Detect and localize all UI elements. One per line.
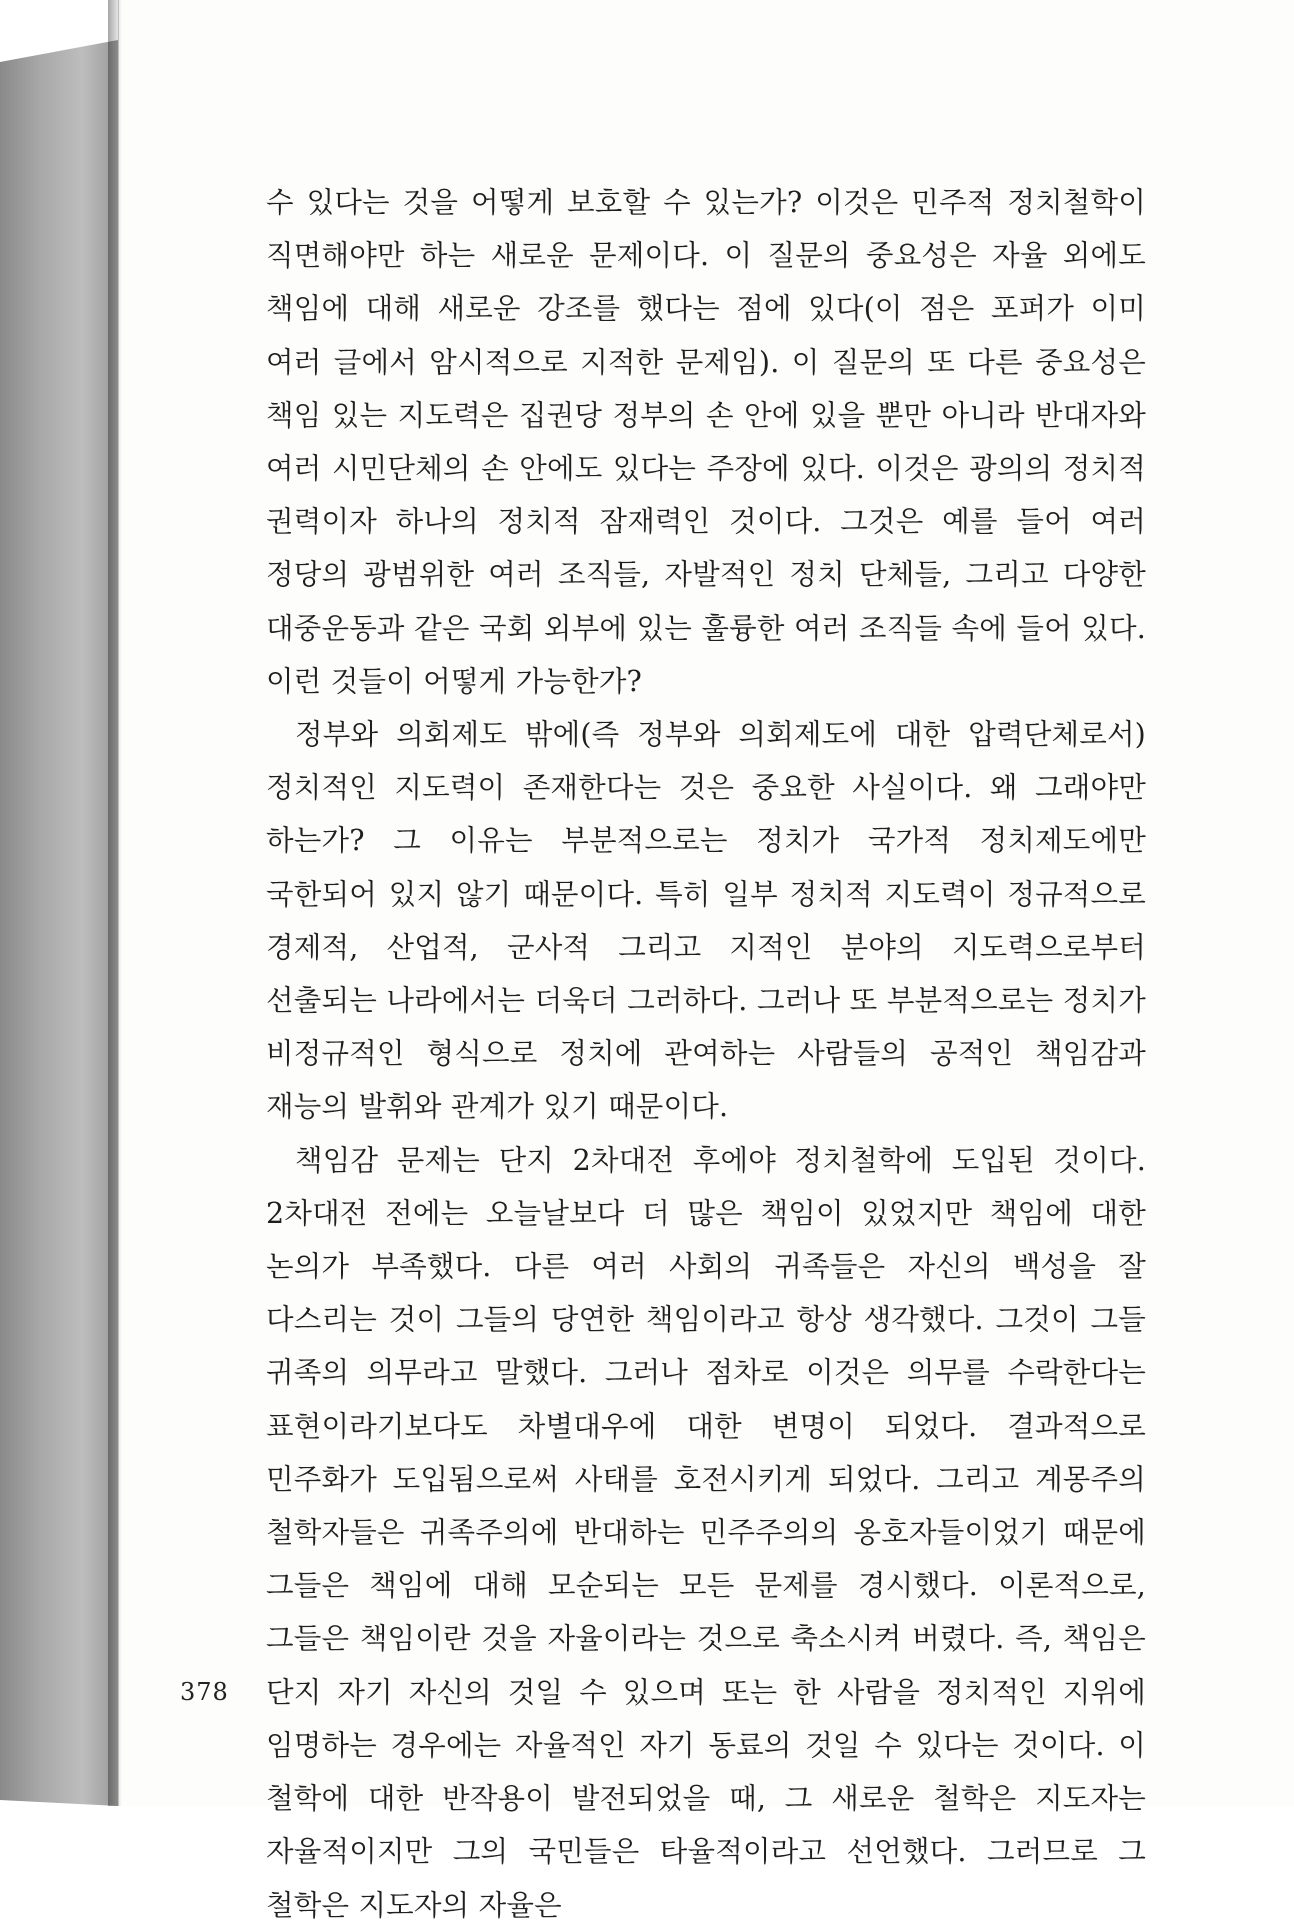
paragraph-2: 정부와 의회제도 밖에(즉 정부와 의회제도에 대한 압력단체로서) 정치적인 지도력이 존재한다는 것은 중요한 사실이다. 왜 그래야만 하는가? 그 이유는 부분적으로는 정치가 국가적 정치제도에만 국한되어 있지 않기 때문이다. 특히 일부 정치적 지도력이 정규적으로 경제적, 산업적, 군사적 그리고 지적인 분야의 지도력으로부터 선출되는 나라에서는 더욱더 그러하다. 그러나 또 부분적으로는 정치가 비정규적인 형식으로 정치에 관여하는 사람들의 공적인 책임감과 재능의 발휘와 관계가 있기 때문이다. [266, 718, 1146, 1124]
paragraph-3: 책임감 문제는 단지 2차대전 후에야 정치철학에 도입된 것이다. 2차대전 전에는 오늘날보다 더 많은 책임이 있었지만 책임에 대한 논의가 부족했다. 다른 여러 사회의 귀족들은 자신의 백성을 잘 다스리는 것이 그들의 당연한 책임이라고 항상 생각했다. 그것이 그들 귀족의 의무라고 말했다. 그러나 점차로 이것은 의무를 수락한다는 표현이라기보다도 차별대우에 대한 변명이 되었다. 결과적으로 민주화가 도입됨으로써 사태를 호전시키게 되었다. 그리고 계몽주의 철학자들은 귀족주의에 반대하는 민주주의의 옹호자들이었기 때문에 그들은 책임에 대해 모순되는 모든 문제를 경시했다. 이론적으로, 그들은 책임이란 것을 자율이라는 것으로 축소시켜 버렸다. 즉, 책임은 단지 자기 자신의 것일 수 있으며 또는 한 사람을 정치적인 지위에 임명하는 경우에는 자율적인 자기 동료의 것일 수 있다는 것이다. 이 철학에 대한 반작용이 발전되었을 때, 그 새로운 철학은 지도자는 자율적이지만 그의 국민들은 타율적이라고 선언했다. 그러므로 그 철학은 지도자의 자율은 [266, 1143, 1146, 1922]
page-edge-shadow [108, 0, 122, 1806]
page-number: 378 [180, 1678, 229, 1706]
book-spine [0, 40, 118, 1806]
book-page [118, 0, 1294, 1922]
page-body [266, 176, 1146, 1932]
paragraph-1: 수 있다는 것을 어떻게 보호할 수 있는가? 이것은 민주적 정치철학이 직면해야만 하는 새로운 문제이다. 이 질문의 중요성은 자율 외에도 책임에 대해 새로운 강조를 했다는 점에 있다(이 점은 포퍼가 이미 여러 글에서 암시적으로 지적한 문제임). 이 질문의 또 다른 중요성은 책임 있는 지도력은 집권당 정부의 손 안에 있을 뿐만 아니라 반대자와 여러 시민단체의 손 안에도 있다는 주장에 있다. 이것은 광의의 정치적 권력이자 하나의 정치적 잠재력인 것이다. 그것은 예를 들어 여러 정당의 광범위한 여러 조직들, 자발적인 정치 단체들, 그리고 다양한 대중운동과 같은 국회 외부에 있는 훌륭한 여러 조직들 속에 들어 있다. 이런 것들이 어떻게 가능한가? [266, 186, 1146, 698]
